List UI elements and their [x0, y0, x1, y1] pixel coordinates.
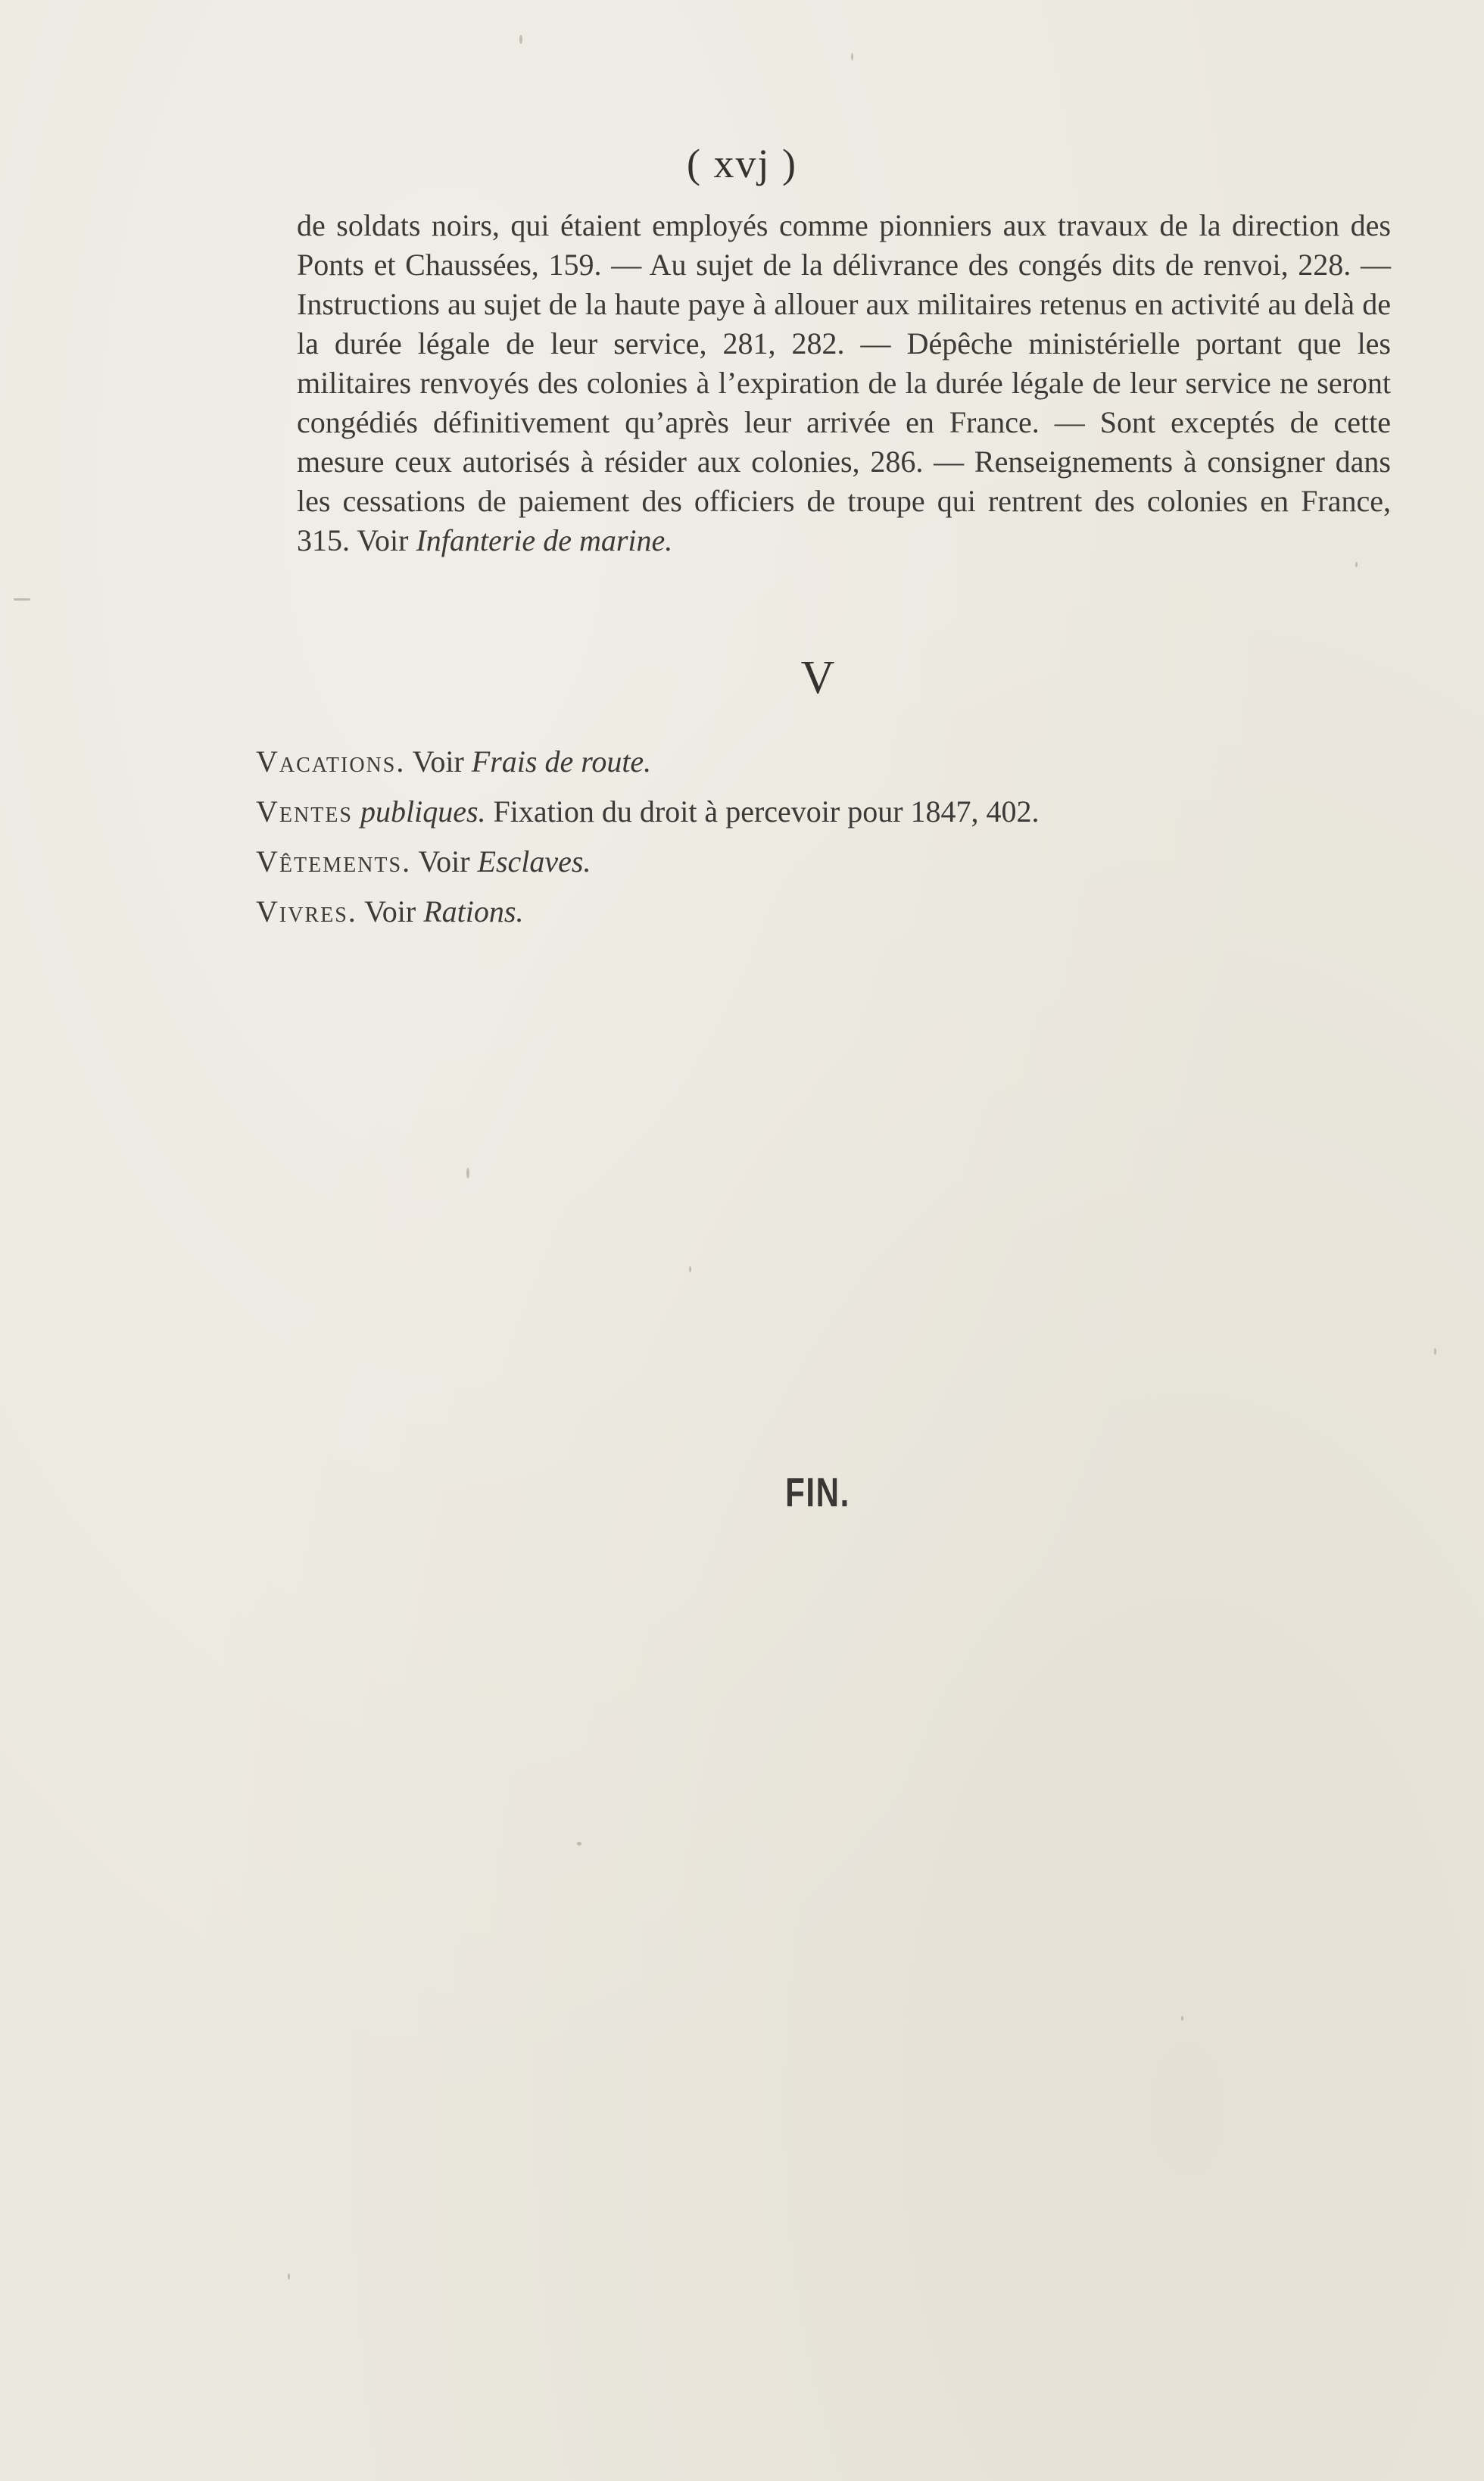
end-mark: FIN. [785, 1470, 850, 1515]
paper-speck [689, 1266, 691, 1272]
entry-italic-word: publiques. [353, 794, 486, 829]
page-number: ( xvj ) [687, 141, 797, 186]
index-entry-ventes [256, 792, 1392, 832]
index-entries [256, 742, 1392, 942]
entry-reference: Frais de route. [471, 744, 652, 779]
entry-text: Voir [357, 894, 424, 928]
index-entry-vivres [256, 892, 1392, 932]
entry-reference: Esclaves. [477, 844, 591, 878]
paper-speck [288, 2273, 290, 2280]
paper-speck [14, 598, 30, 601]
paper-speck [1355, 562, 1358, 567]
index-entry-vacations [256, 742, 1392, 782]
index-entry-vetements [256, 842, 1392, 882]
paper-speck [1181, 2016, 1183, 2021]
index-continuation-paragraph [297, 206, 1391, 560]
entry-headword: Ventes [256, 794, 353, 829]
paper-speck [577, 1842, 581, 1846]
entry-headword: Vacations. [256, 744, 406, 779]
paragraph-text: de soldats noirs, qui étaient employés comme pionniers aux travaux de la direction des Ponts et Chaussées, 159. — Au sujet de la délivrance des congés dits de renvoi, 228. — Instructions au sujet de la haute paye à allouer aux militaires retenus en activité au delà de la durée légale de leur service, 281, 282. — Dépêche ministérielle portant que les militaires renvoyés des colonies à l’expiration de la durée légale de leur service ne seront congédiés définitivement qu’après leur arrivée en France. — Sont exceptés de cette mesure ceux autorisés à résider aux colonies, 286. — Renseignements à consigner dans les cessations de paiement des officiers de troupe qui rentrent des colonies en France, 315. Voir [297, 208, 1391, 557]
paper-speck [1434, 1348, 1436, 1355]
section-letter: V [800, 652, 835, 704]
paper-speck [466, 1168, 469, 1178]
entry-text: Voir [405, 744, 472, 779]
entry-headword: Vêtements. [256, 844, 412, 878]
paper-speck [519, 35, 522, 44]
entry-headword: Vivres. [256, 894, 357, 928]
entry-reference: Rations. [423, 894, 524, 928]
cross-reference: Infanterie de marine. [416, 523, 673, 557]
paper-speck [851, 53, 853, 61]
entry-text: Fixation du droit à percevoir pour 1847, 402. [485, 794, 1040, 829]
entry-text: Voir [411, 844, 478, 878]
